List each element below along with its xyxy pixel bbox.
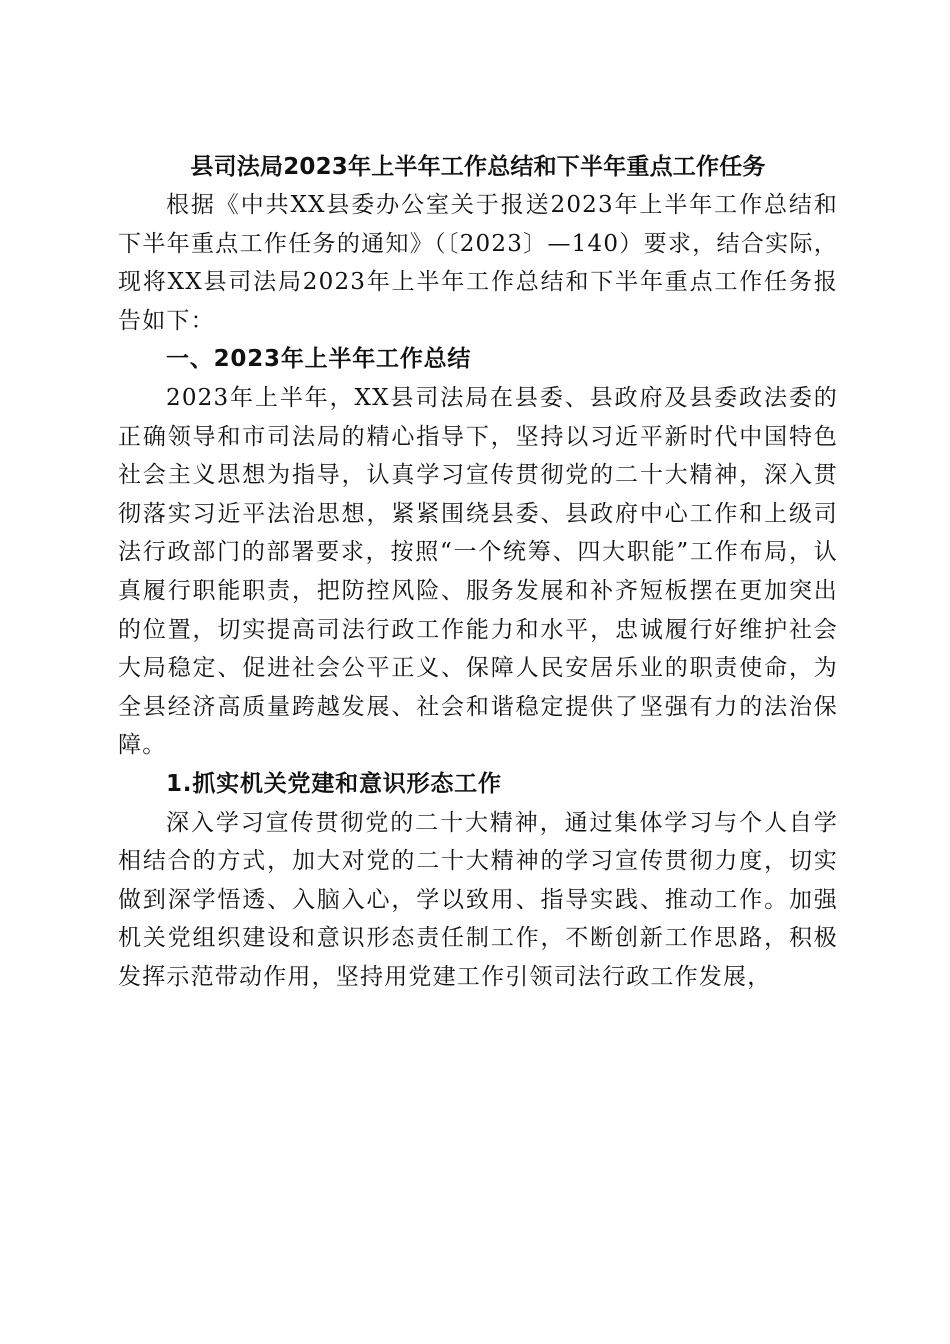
subsection-heading-1: 1.抓实机关党建和意识形态工作 (166, 770, 502, 797)
intro-paragraph: 根据《中共XX县委办公室关于报送2023年上半年工作总结和下半年重点工作任务的通知》（〔2023〕—140）要求，结合实际，现将XX县司法局2023年上半年工作总结和下半年重点工作任务报告如下： (118, 192, 838, 334)
document-title: 县司法局2023年上半年工作总结和下半年重点工作任务 (190, 154, 766, 180)
section-heading-1: 一、2023年上半年工作总结 (166, 346, 472, 373)
section-paragraph-1: 2023年上半年，XX县司法局在县委、县政府及县委政法委的正确领导和市司法局的精心指导下，坚持以习近平新时代中国特色社会主义思想为指导，认真学习宣传贯彻党的二十大精神，深入贯彻落实习近平法治思想，紧紧围绕县委、县政府中心工作和上级司法行政部门的部署要求，按照“一个统筹、四大职能”工作布局，认真履行职能职责，把防控风险、服务发展和补齐短板摆在更加突出的位置，切实提高司法行政工作能力和水平，忠诚履行好维护社会大局稳定、促进社会公平正义、保障人民安居乐业的职责使命，为全县经济高质量跨越发展、社会和谐稳定提供了坚强有力的法治保障。 (118, 384, 838, 759)
document-body (118, 148, 838, 996)
subsection-paragraph-1: 深入学习宣传贯彻党的二十大精神，通过集体学习与个人自学相结合的方式，加大对党的二十大精神的学习宣传贯彻力度，切实做到深学悟透、入脑入心，学以致用、指导实践、推动工作。加强机关党组织建设和意识形态责任制工作，不断创新工作思路，积极发挥示范带动作用，坚持用党建工作引领司法行政工作发展， (118, 809, 838, 990)
